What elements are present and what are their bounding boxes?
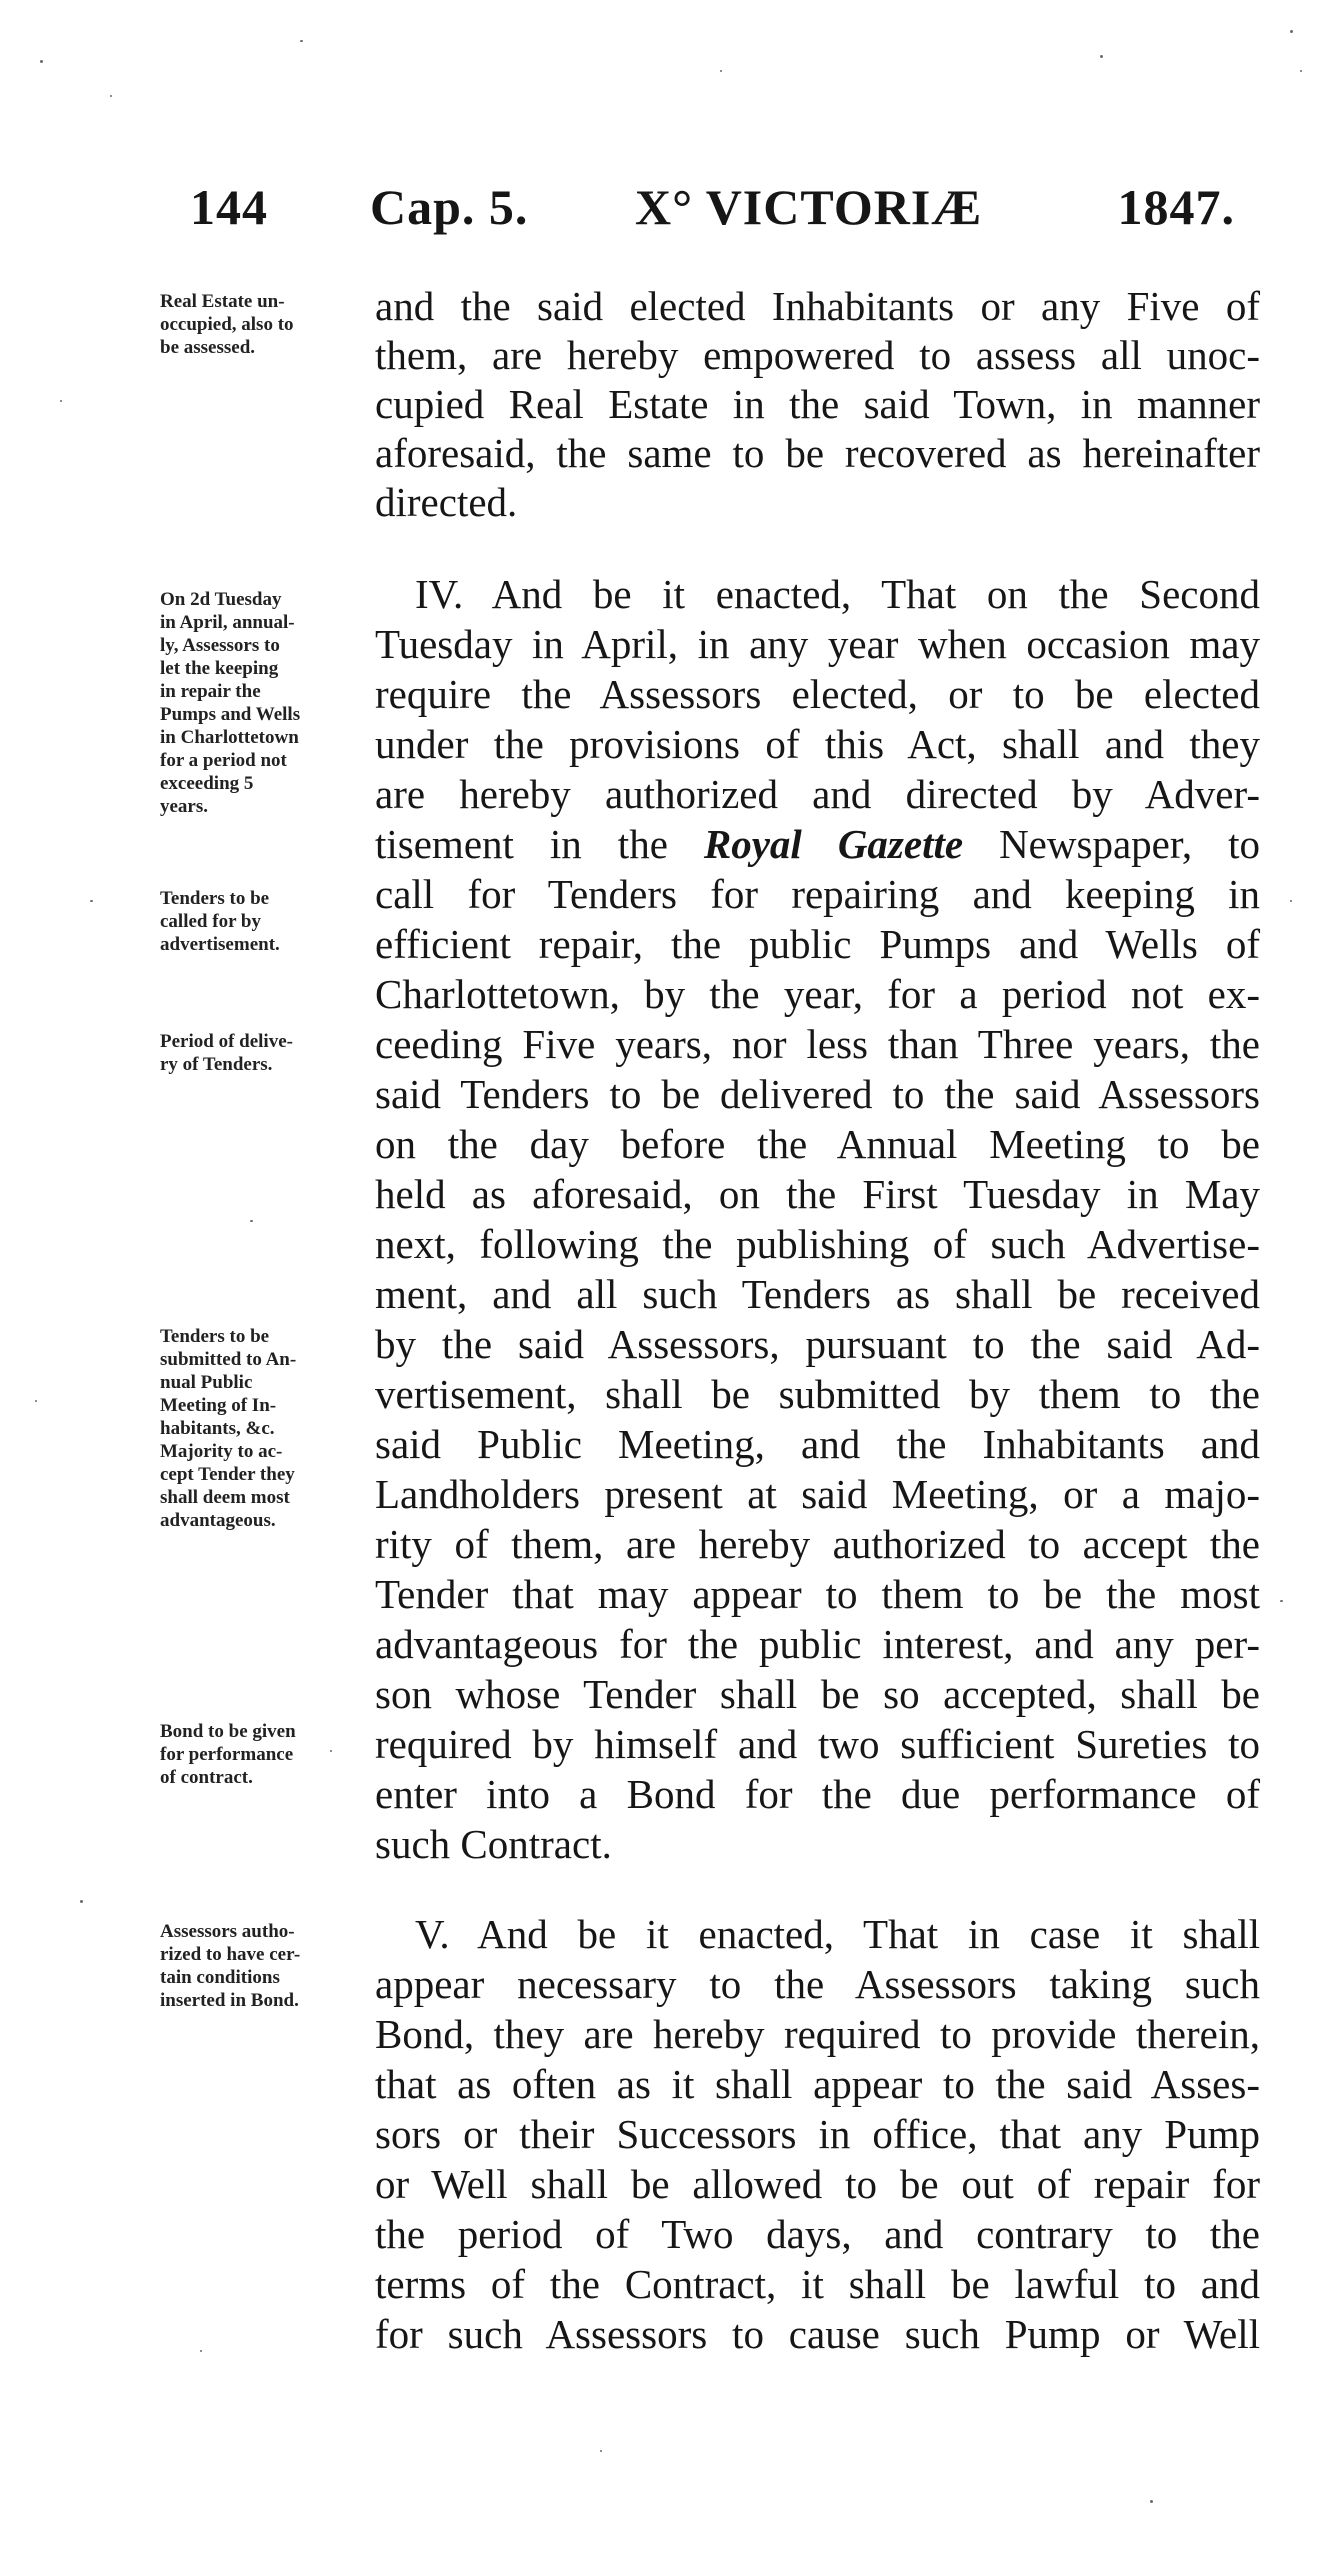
margin-note-line: in repair the xyxy=(160,681,261,702)
body-line: aforesaid, the same to be recovered as hereinafter xyxy=(375,430,1260,476)
body-line: require the Assessors elected, or to be elected xyxy=(375,671,1260,717)
body-line: by the said Assessors, pursuant to the said Ad- xyxy=(375,1321,1260,1367)
calendar-year: 1847. xyxy=(1117,179,1235,235)
body-line: efficient repair, the public Pumps and Wells of xyxy=(375,921,1260,967)
margin-note-majority xyxy=(160,1440,375,1532)
margin-note-tenders-submitted xyxy=(160,1325,375,1440)
margin-note-line: occupied, also to xyxy=(160,314,294,335)
speck xyxy=(720,70,722,72)
margin-note-line: Real Estate un- xyxy=(160,291,285,312)
margin-note-line: shall deem most xyxy=(160,1487,290,1508)
body-line: Landholders present at said Meeting, or a majo- xyxy=(375,1471,1260,1517)
speck xyxy=(250,1220,253,1222)
margin-note-line: tain conditions xyxy=(160,1967,280,1988)
margin-note-line: Assessors autho- xyxy=(160,1921,295,1942)
speck xyxy=(200,2350,202,2352)
margin-note-line: submitted to An- xyxy=(160,1349,297,1370)
speck xyxy=(1150,2500,1153,2503)
margin-note-line: be assessed. xyxy=(160,337,256,358)
margin-note-line: advertisement. xyxy=(160,934,280,955)
body-line: next, following the publishing of such Advertise- xyxy=(375,1221,1260,1267)
body-line: and the said elected Inhabitants or any Five of xyxy=(375,283,1260,329)
speck xyxy=(300,40,303,42)
regnal-year: X° VICTORIÆ xyxy=(635,179,983,235)
body-line: directed. xyxy=(375,479,518,525)
margin-note-line: Tenders to be xyxy=(160,888,270,909)
margin-note-tenders-called xyxy=(160,887,375,956)
margin-note-line: Meeting of In- xyxy=(160,1395,277,1416)
speck xyxy=(35,1400,37,1402)
body-line: Tender that may appear to them to be the most xyxy=(375,1571,1260,1617)
margin-note-line: years. xyxy=(160,796,209,817)
margin-note-line: of contract. xyxy=(160,1767,253,1788)
speck xyxy=(1300,70,1302,72)
speck xyxy=(80,1900,83,1903)
body-line: for such Assessors to cause such Pump or Well xyxy=(375,2311,1260,2357)
margin-note-line: Tenders to be xyxy=(160,1326,270,1347)
chapter-label: Cap. 5. xyxy=(370,179,529,235)
margin-note-line: in April, annual- xyxy=(160,612,295,633)
body-line: ment, and all such Tenders as shall be received xyxy=(375,1271,1260,1317)
body-line: said Tenders to be delivered to the said Assessors xyxy=(375,1071,1260,1117)
body-line: advantageous for the public interest, and any per- xyxy=(375,1621,1260,1667)
body-line: V. And be it enacted, That in case it shall xyxy=(415,1911,1260,1957)
margin-note-line: Pumps and Wells xyxy=(160,704,301,725)
newspaper-title: Royal Gazette xyxy=(703,821,1000,867)
body-line: held as aforesaid, on the First Tuesday in May xyxy=(375,1171,1260,1217)
margin-note-line: habitants, &c. xyxy=(160,1418,275,1439)
margin-note-line: Bond to be given xyxy=(160,1721,296,1742)
body-line: required by himself and two sufficient Sureties to xyxy=(375,1721,1260,1767)
running-header xyxy=(190,178,1235,248)
speck xyxy=(110,95,112,97)
body-line: ceeding Five years, nor less than Three years, the xyxy=(375,1021,1260,1067)
body-line: son whose Tender shall be so accepted, shall be xyxy=(375,1671,1260,1717)
body-line: or Well shall be allowed to be out of repair for xyxy=(375,2161,1260,2207)
body-line: that as often as it shall appear to the said Asses- xyxy=(375,2061,1260,2107)
body-line: the period of Two days, and contrary to the xyxy=(375,2211,1260,2257)
speck xyxy=(90,900,93,902)
body-text-segment: tisement in the xyxy=(375,821,704,867)
body-line: rity of them, are hereby authorized to accept the xyxy=(375,1521,1260,1567)
body-line: Bond, they are hereby required to provide therein, xyxy=(375,2011,1260,2057)
body-line-with-italic xyxy=(375,820,1260,868)
margin-note-line: nual Public xyxy=(160,1372,253,1393)
margin-note-line: ly, Assessors to xyxy=(160,635,280,656)
speck xyxy=(1280,1600,1283,1602)
margin-note-line: for performance xyxy=(160,1744,294,1765)
body-text-segment: Newspaper, to xyxy=(999,821,1260,867)
speck xyxy=(40,60,43,63)
body-line: cupied Real Estate in the said Town, in manner xyxy=(375,381,1260,427)
body-line: vertisement, shall be submitted by them to the xyxy=(375,1371,1260,1417)
margin-note-line: exceeding 5 xyxy=(160,773,254,794)
margin-note-line: ry of Tenders. xyxy=(160,1054,273,1075)
speck xyxy=(600,2450,602,2452)
margin-note-line: Period of delive- xyxy=(160,1031,293,1052)
margin-note-period-delivery xyxy=(160,1030,375,1076)
body-line: are hereby authorized and directed by Adver- xyxy=(375,771,1260,817)
margin-note-line: On 2d Tuesday xyxy=(160,589,282,610)
speck xyxy=(1290,900,1292,902)
margin-note-line: Majority to ac- xyxy=(160,1441,283,1462)
body-line: sors or their Successors in office, that any Pump xyxy=(375,2111,1260,2157)
body-line: on the day before the Annual Meeting to be xyxy=(375,1121,1260,1167)
body-line: Tuesday in April, in any year when occasion may xyxy=(375,621,1260,667)
margin-note-line: cept Tender they xyxy=(160,1464,295,1485)
body-line: appear necessary to the Assessors taking such xyxy=(375,1961,1260,2007)
margin-note-line: called for by xyxy=(160,911,261,932)
margin-note-line: advantageous. xyxy=(160,1510,276,1531)
margin-note-real-estate xyxy=(160,290,375,359)
margin-note-line: let the keeping xyxy=(160,658,279,679)
body-line: under the provisions of this Act, shall and they xyxy=(375,721,1260,767)
speck xyxy=(60,400,62,402)
speck xyxy=(1290,30,1293,33)
body-line: said Public Meeting, and the Inhabitants and xyxy=(375,1421,1260,1467)
margin-note-assessors-conditions xyxy=(160,1920,375,2012)
margin-note-line: rized to have cer- xyxy=(160,1944,301,1965)
body-line: enter into a Bond for the due performance of xyxy=(375,1771,1260,1817)
body-line: terms of the Contract, it shall be lawful to and xyxy=(375,2261,1260,2307)
margin-note-pumps-wells xyxy=(160,588,375,818)
margin-note-line: inserted in Bond. xyxy=(160,1990,299,2011)
body-line: them, are hereby empowered to assess all unoc- xyxy=(375,332,1260,378)
speck xyxy=(1100,55,1103,58)
margin-note-bond xyxy=(160,1720,375,1789)
body-line: such Contract. xyxy=(375,1821,612,1867)
body-line: IV. And be it enacted, That on the Second xyxy=(415,571,1260,617)
body-line: Charlottetown, by the year, for a period not ex- xyxy=(375,971,1260,1017)
margin-note-line: for a period not xyxy=(160,750,287,771)
margin-note-line: in Charlottetown xyxy=(160,727,299,748)
body-line: call for Tenders for repairing and keeping in xyxy=(375,871,1260,917)
page-number: 144 xyxy=(190,179,268,235)
